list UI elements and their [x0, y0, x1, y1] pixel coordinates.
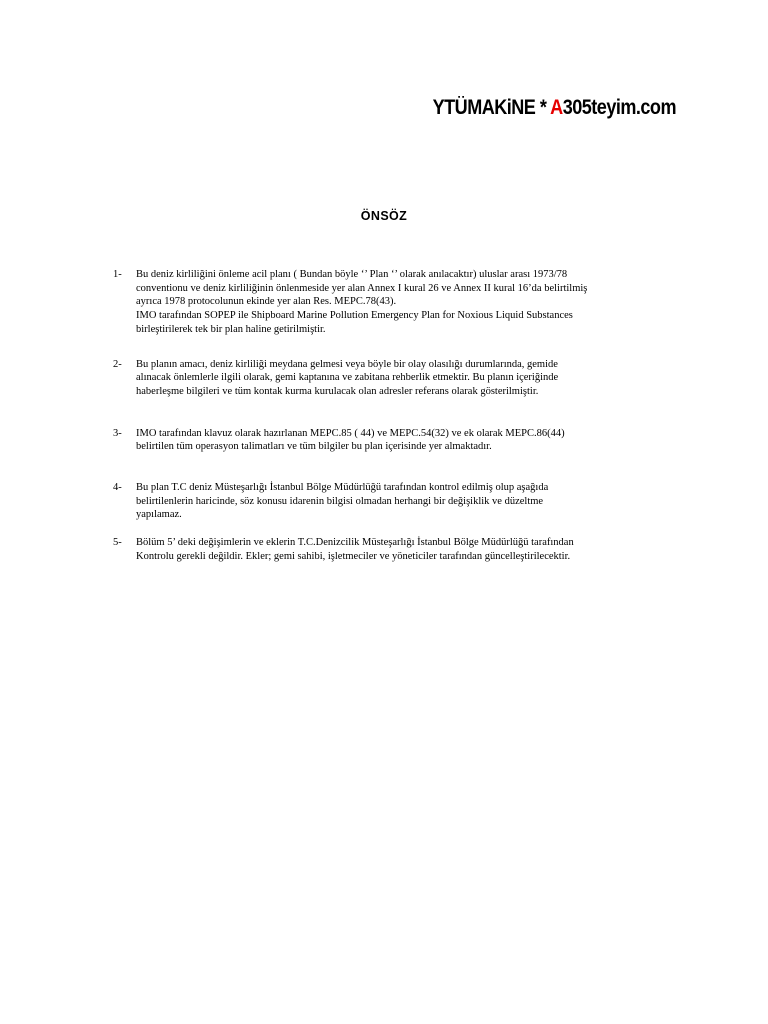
item-text-line: Bu plan T.C deniz Müsteşarlığı İstanbul Bölge Müdürlüğü tarafından kontrol edilmiş olup aşağıda: [136, 482, 549, 494]
item-text-line: ayrıca 1978 protocolunun ekinde yer alan Res. MEPC.78(43).: [136, 296, 397, 308]
header-prefix: YTÜMAKiNE *: [432, 96, 551, 119]
list-item: [113, 268, 683, 337]
item-text-line: haberleşme bilgileri ve tüm kontak kurma kurulacak olan adresler referans olarak gösterilmiştir.: [136, 385, 539, 397]
item-text-line: IMO tarafından klavuz olarak hazırlanan MEPC.85 ( 44) ve MEPC.54(32) ve ek olarak MEPC.86(44): [136, 427, 565, 439]
item-number: 4-: [113, 482, 122, 494]
item-number: 2-: [113, 358, 122, 370]
item-text-line: belirtilenlerin haricinde, söz konusu idarenin bilgisi olmadan herhangi bir değişiklik ve düzeltme: [136, 495, 544, 507]
page-title: ÖNSÖZ: [360, 209, 408, 223]
item-text-line: alınacak önlemlerle ilgili olarak, gemi kaptanına ve zabitana rehberlik etmektir. Bu planın içeriğinde: [136, 372, 559, 384]
item-text-line: IMO tarafından SOPEP ile Shipboard Marine Pollution Emergency Plan for Noxious Liquid Substances: [136, 310, 573, 322]
item-number: 5-: [113, 537, 122, 549]
list-item: [113, 536, 683, 563]
item-text-line: Bu deniz kirliliğini önleme acil planı ( Bundan böyle ‘’ Plan ‘’ olarak anılacaktır) uluslar arası 1973/78: [136, 269, 568, 280]
item-text-line: conventionu ve deniz kirliliğinin önlenmeside yer alan Annex I kural 26 ve Annex II kural 16’da belirtilmiş: [136, 282, 588, 294]
header-suffix: 305teyim.com: [562, 96, 676, 119]
site-watermark-header: [433, 96, 676, 120]
item-number: 3-: [113, 427, 122, 439]
item-text-line: Bu planın amacı, deniz kirliliği meydana gelmesi veya böyle bir olay olasılığı durumlarında, gemide: [136, 358, 558, 370]
list-item: [113, 358, 683, 399]
item-text-line: Kontrolu gerekli değildir. Ekler; gemi sahibi, işletmeciler ve yöneticiler tarafından güncelleştirilecektir.: [136, 550, 571, 562]
numbered-list: [113, 268, 683, 564]
item-number: 1-: [113, 269, 122, 280]
list-item: [113, 427, 683, 454]
item-text-line: Bölüm 5’ deki değişimlerin ve eklerin T.C.Denizcilik Müsteşarlığı İstanbul Bölge Müdürlüğü tarafından: [136, 537, 574, 549]
item-text-line: yapılamaz.: [136, 509, 182, 521]
item-text-line: belirtilen tüm operasyon talimatları ve tüm bilgiler bu plan içerisinde yer almaktadır.: [136, 441, 492, 453]
header-accent-letter: A: [550, 96, 563, 119]
list-item: [113, 481, 683, 522]
item-text-line: birleştirilerek tek bir plan haline getirilmiştir.: [136, 323, 326, 335]
